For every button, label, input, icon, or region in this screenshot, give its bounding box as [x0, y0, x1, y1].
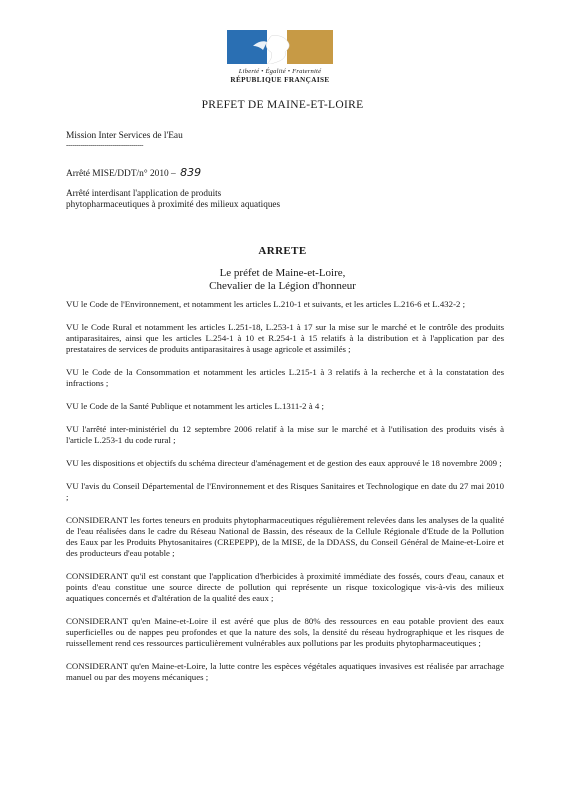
- authority-line-1: Le préfet de Maine-et-Loire,: [219, 267, 346, 279]
- paragraph: VU le Code de la Santé Publique et notamment les articles L.1311-2 à 4 ;: [66, 401, 324, 411]
- body-paragraphs: [66, 299, 504, 695]
- authority-block: [0, 267, 565, 292]
- paragraph: VU les dispositions et objectifs du schéma directeur d'aménagement et de gestion des eaux approuvé le 18 novembre 2009 ;: [66, 458, 502, 468]
- arrete-number: [66, 166, 201, 179]
- paragraph: VU l'avis du Conseil Départemental de l'Environnement et des Risques Sanitaires et Technologique en date du 27 mai 2010 ;: [66, 481, 504, 502]
- marianne-logo: [226, 30, 334, 84]
- paragraph: CONSIDERANT qu'il est constant que l'application d'herbicides à proximité immédiate des fossés, cours d'eau, canaux et points d'eau constitue une source directe de pollution qui représente un risque toxicologique vis-à-vis des milieux aquatiques concernés et d'altération de la qualité des eaux ;: [66, 571, 504, 603]
- authority-line-2: Chevalier de la Légion d'honneur: [209, 279, 356, 292]
- paragraph: CONSIDERANT qu'en Maine-et-Loire il est avéré que plus de 80% des ressources en eau potable provient des eaux superficielles ou de nappes peu profondes et que la nature des sols, la densité du réseau hydrographique et les risques de ruissellement rend ces ressources particulièrement vulnérables aux pollutions par les produits phytopharmaceutiques ;: [66, 616, 504, 648]
- subject-line-1: Arrêté interdisant l'application de produits: [66, 188, 222, 198]
- arrete-heading: ARRETE: [258, 245, 307, 257]
- arrete-subject: [66, 188, 366, 210]
- subject-line-2: phytopharmaceutiques à proximité des milieux aquatiques: [66, 199, 281, 209]
- logo-motto: Liberté • Égalité • Fraternité: [238, 68, 322, 75]
- prefet-title: PREFET DE MAINE-ET-LOIRE: [201, 99, 364, 111]
- paragraph: VU l'arrêté inter-ministériel du 12 septembre 2006 relatif à la mise sur le marché et à l'utilisation des produits visés à l'article L.253-1 du code rural ;: [66, 424, 504, 445]
- logo-republique: RÉPUBLIQUE FRANÇAISE: [230, 76, 330, 84]
- marianne-emblem-icon: [227, 30, 333, 64]
- paragraph: VU le Code de l'Environnement, et notamment les articles L.210-1 et suivants, et les articles L.216-6 et L.432-2 ;: [66, 299, 466, 309]
- separator-dashes: --------------------------------------: [66, 141, 144, 149]
- mission-label: Mission Inter Services de l'Eau: [66, 131, 183, 141]
- paragraph: VU le Code de la Consommation et notamment les articles L.215-1 à 3 relatifs à la recherche et à la constatation des infractions ;: [66, 367, 504, 388]
- paragraph: CONSIDERANT qu'en Maine-et-Loire, la lutte contre les espèces végétales aquatiques invasives est réalisée par arrachage manuel ou par des moyens mécaniques ;: [66, 661, 504, 682]
- paragraph: CONSIDERANT les fortes teneurs en produits phytopharmaceutiques régulièrement relevées dans les analyses de la qualité de l'eau réalisées dans le cadre du Réseau National de Bassin, des réseaux de la Cellule Régionale d'Etude de la Pollution des Eaux par les Produits Phytosanitaires (CREPEPP), de la MISE, de la DDASS, du Conseil Général de Maine-et-Loire et des producteurs d'eau potable ;: [66, 515, 504, 558]
- arrete-number-handwritten: 839: [180, 166, 202, 179]
- paragraph: VU le Code Rural et notamment les articles L.251-18, L.253-1 à 17 sur la mise sur le marché et le contrôle des produits antiparasitaires, ainsi que les articles L.254-1 à 10 et R.254-1 à 15 relatifs à la distribution et à l'application par des prestataires de services de produits antiparasitaires à usage agricole et assimilés ;: [66, 322, 504, 354]
- arrete-number-printed: Arrêté MISE/DDT/n° 2010 –: [66, 169, 176, 179]
